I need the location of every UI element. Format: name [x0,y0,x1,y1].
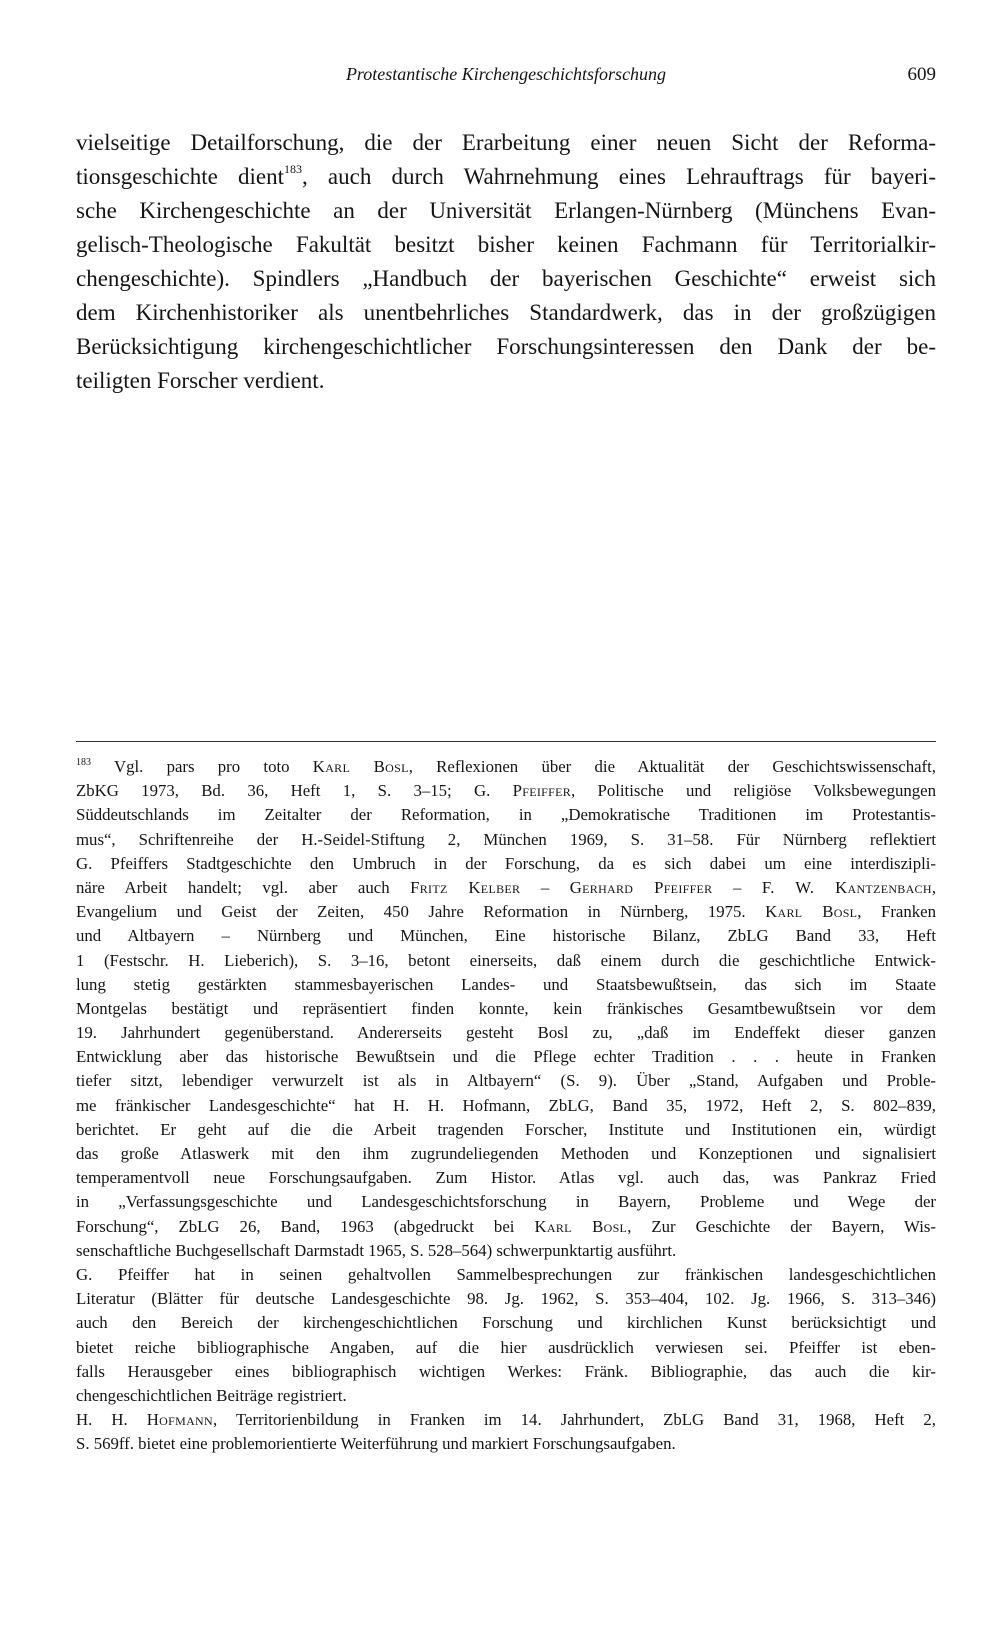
author-name: Karl Bosl [534,1216,628,1236]
footnote-line [76,1432,936,1456]
body-line: chengeschichte). Spindlers „Handbuch der bayerischen Geschichte“ erweist sich [76,266,936,291]
footnote-line [76,973,936,997]
body-line: Berücksichtigung kirchengeschichtlicher Forschungsinteressen den Dank der be- [76,334,936,359]
footnote-text: temperamentvoll neue Forschungsaufgaben. Zum Histor. Atlas vgl. auch das, was Pankraz Fried [76,1168,936,1188]
footnote-line [76,1190,936,1214]
footnote-line [76,924,936,948]
footnote-text: , Zur Geschichte der Bayern, Wis- [627,1216,936,1236]
footnote-line [76,1118,936,1142]
author-name: Pfeiffer [512,781,572,801]
footnote-separator [76,741,936,742]
footnote-line [76,1142,936,1166]
footnote-text: – [712,877,762,897]
footnote-text: , Territorienbildung in Franken im 14. Jahrhundert, ZbLG Band 31, 1968, Heft 2, [212,1410,936,1430]
author-name: Gerhard Pfeiffer [569,877,713,897]
footnote-text: Evangelium und Geist der Zeiten, 450 Jahre Reformation in Nürnberg, 1975. [76,902,766,922]
footnote-text: senschaftliche Buchgesellschaft Darmstadt 1965, S. 528–564) schwerpunktartig ausführt. [76,1240,677,1260]
footnote-line [76,1239,936,1263]
footnote-text: und Altbayern – Nürnberg und München, Eine historische Bilanz, ZbLG Band 33, Heft [76,926,936,946]
footnote-text: ZbKG 1973, Bd. 36, Heft 1, S. 3–15; G. [76,781,513,801]
footnote-line [76,1287,936,1311]
footnote-line [76,1094,936,1118]
footnote-text: S. 569ff. bietet eine problemorientierte Weiterführung und markiert Forschungsaufgaben. [76,1434,676,1454]
body-line-text: , auch durch Wahrnehmung eines Lehrauftrags für bayeri- [301,164,936,189]
footnote-text: – [520,877,570,897]
footnote-block [76,755,936,1456]
footnote-line [76,803,936,827]
footnote-line [76,1021,936,1045]
footnote-text: mus“, Schriftenreihe der H.-Seidel-Stiftung 2, München 1969, S. 31–58. Für Nürnberg reflektiert [76,829,936,849]
footnote-line [76,1263,936,1287]
footnote-line [76,755,936,779]
footnote-text: falls Herausgeber eines bibliographisch wichtigen Werkes: Fränk. Bibliographie, das auch die kir- [76,1361,936,1381]
footnote-text: H. H. [76,1410,147,1430]
footnote-line [76,1336,936,1360]
author-name: Hofmann [146,1410,213,1430]
footnote-reference[interactable]: 183 [283,162,302,176]
footnote-text: me fränkischer Landesgeschichte“ hat H. H. Hofmann, ZbLG, Band 35, 1972, Heft 2, S. 802–839, [76,1095,936,1115]
author-name: F. W. Kantzenbach [761,877,932,897]
footnote-text: in „Verfassungsgeschichte und Landesgeschichtsforschung in Bayern, Probleme und Wege der [76,1192,936,1212]
footnote-line [76,1166,936,1190]
footnote-text: lung stetig gestärkten stammesbayerischen Landes- und Staatsbewußtsein, das sich im Staate [76,974,936,994]
footnote-line [76,1069,936,1093]
page-number: 609 [907,64,936,85]
footnote-text: berichtet. Er geht auf die die Arbeit tragenden Forscher, Institute und Institutionen ein, würdigt [76,1119,936,1139]
author-name: Karl Bosl [312,757,409,776]
footnote-line [76,852,936,876]
footnote-text: Forschung“, ZbLG 26, Band, 1963 (abgedruckt bei [76,1216,535,1236]
footnote-text: näre Arbeit handelt; vgl. aber auch [76,877,411,897]
footnote-line [76,900,936,924]
footnote-text: chengeschichtlichen Beiträge registriert. [76,1385,347,1405]
author-name: Fritz Kelber [410,877,521,897]
body-paragraph [76,126,936,398]
footnote-text: Literatur (Blätter für deutsche Landesgeschichte 98. Jg. 1962, S. 353–404, 102. Jg. 1966, S. 313–346) [76,1289,936,1309]
footnote-line [76,949,936,973]
footnote-text: G. Pfeiffer hat in seinen gehaltvollen Sammelbesprechungen zur fränkischen landesgeschichtlichen [76,1264,936,1284]
body-line: vielseitige Detailforschung, die der Erarbeitung einer neuen Sicht der Reforma- [76,130,936,155]
footnote-line [76,1215,936,1239]
page-header [76,64,936,94]
footnote-line [76,779,936,803]
footnote-line [76,1408,936,1432]
footnote-text: Entwicklung aber das historische Bewußtsein und die Pflege echter Tradition . . . heute in Franken [76,1047,936,1067]
footnote-text: , Politische und religiöse Volksbewegungen [571,781,936,801]
footnote-text: Vgl. pars pro toto [91,757,313,776]
footnote-line [76,1311,936,1335]
footnote-text: G. Pfeiffers Stadtgeschichte den Umbruch in der Forschung, da es sich dabei um eine interdiszipli- [76,853,936,873]
footnote-line [76,828,936,852]
footnote-text: Süddeutschlands im Zeitalter der Reformation, in „Demokratische Traditionen im Protestantis- [76,805,936,825]
footnote-line [76,876,936,900]
body-line: dem Kirchenhistoriker als unentbehrliches Standardwerk, das in der großzügigen [76,300,936,325]
body-line: gelisch-Theologische Fakultät besitzt bisher keinen Fachmann für Territorialkir- [76,232,936,257]
footnote-text: , Franken [857,902,936,922]
footnote-line [76,997,936,1021]
footnote-line [76,1384,936,1408]
footnote-text: bietet reiche bibliographische Angaben, auf die hier ausdrücklich verwiesen sei. Pfeiffer ist eben- [76,1337,936,1357]
body-line [76,160,936,194]
footnote-text: auch den Bereich der kirchengeschichtlichen Forschung und kirchlichen Kunst berücksichtigt und [76,1313,936,1333]
running-head: Protestantische Kirchengeschichtsforschung [345,64,667,84]
footnote-marker: 183 [76,757,91,768]
footnote-text: 19. Jahrhundert gegenüberstand. Andererseits gesteht Bosl zu, „daß im Endeffekt dieser ganzen [76,1023,936,1043]
footnote-text: das große Atlaswerk mit den ihm zugrundeliegenden Methoden und Konzeptionen und signalisiert [76,1144,936,1163]
footnote-text: tiefer sitzt, lebendiger verwurzelt ist als in Altbayern“ (S. 9). Über „Stand, Aufgaben und Proble- [76,1071,936,1091]
footnote-text: Montgelas bestätigt und repräsentiert finden konnte, kein fränkisches Gesamtbewußtsein vor dem [76,998,936,1018]
footnote-line [76,1360,936,1384]
author-name: Karl Bosl [765,902,858,922]
body-line-text: tionsgeschichte dient [76,164,284,189]
body-line: teiligten Forscher verdient. [76,368,325,393]
footnote-text: 1 (Festschr. H. Lieberich), S. 3–16, betont einerseits, daß einem durch die geschichtliche Entwick- [76,950,936,970]
footnote-text: , [931,877,936,897]
footnote-text: , Reflexionen über die Aktualität der Geschichtswissenschaft, [408,757,936,776]
body-line: sche Kirchengeschichte an der Universität Erlangen-Nürnberg (Münchens Evan- [76,198,936,223]
footnote-line [76,1045,936,1069]
